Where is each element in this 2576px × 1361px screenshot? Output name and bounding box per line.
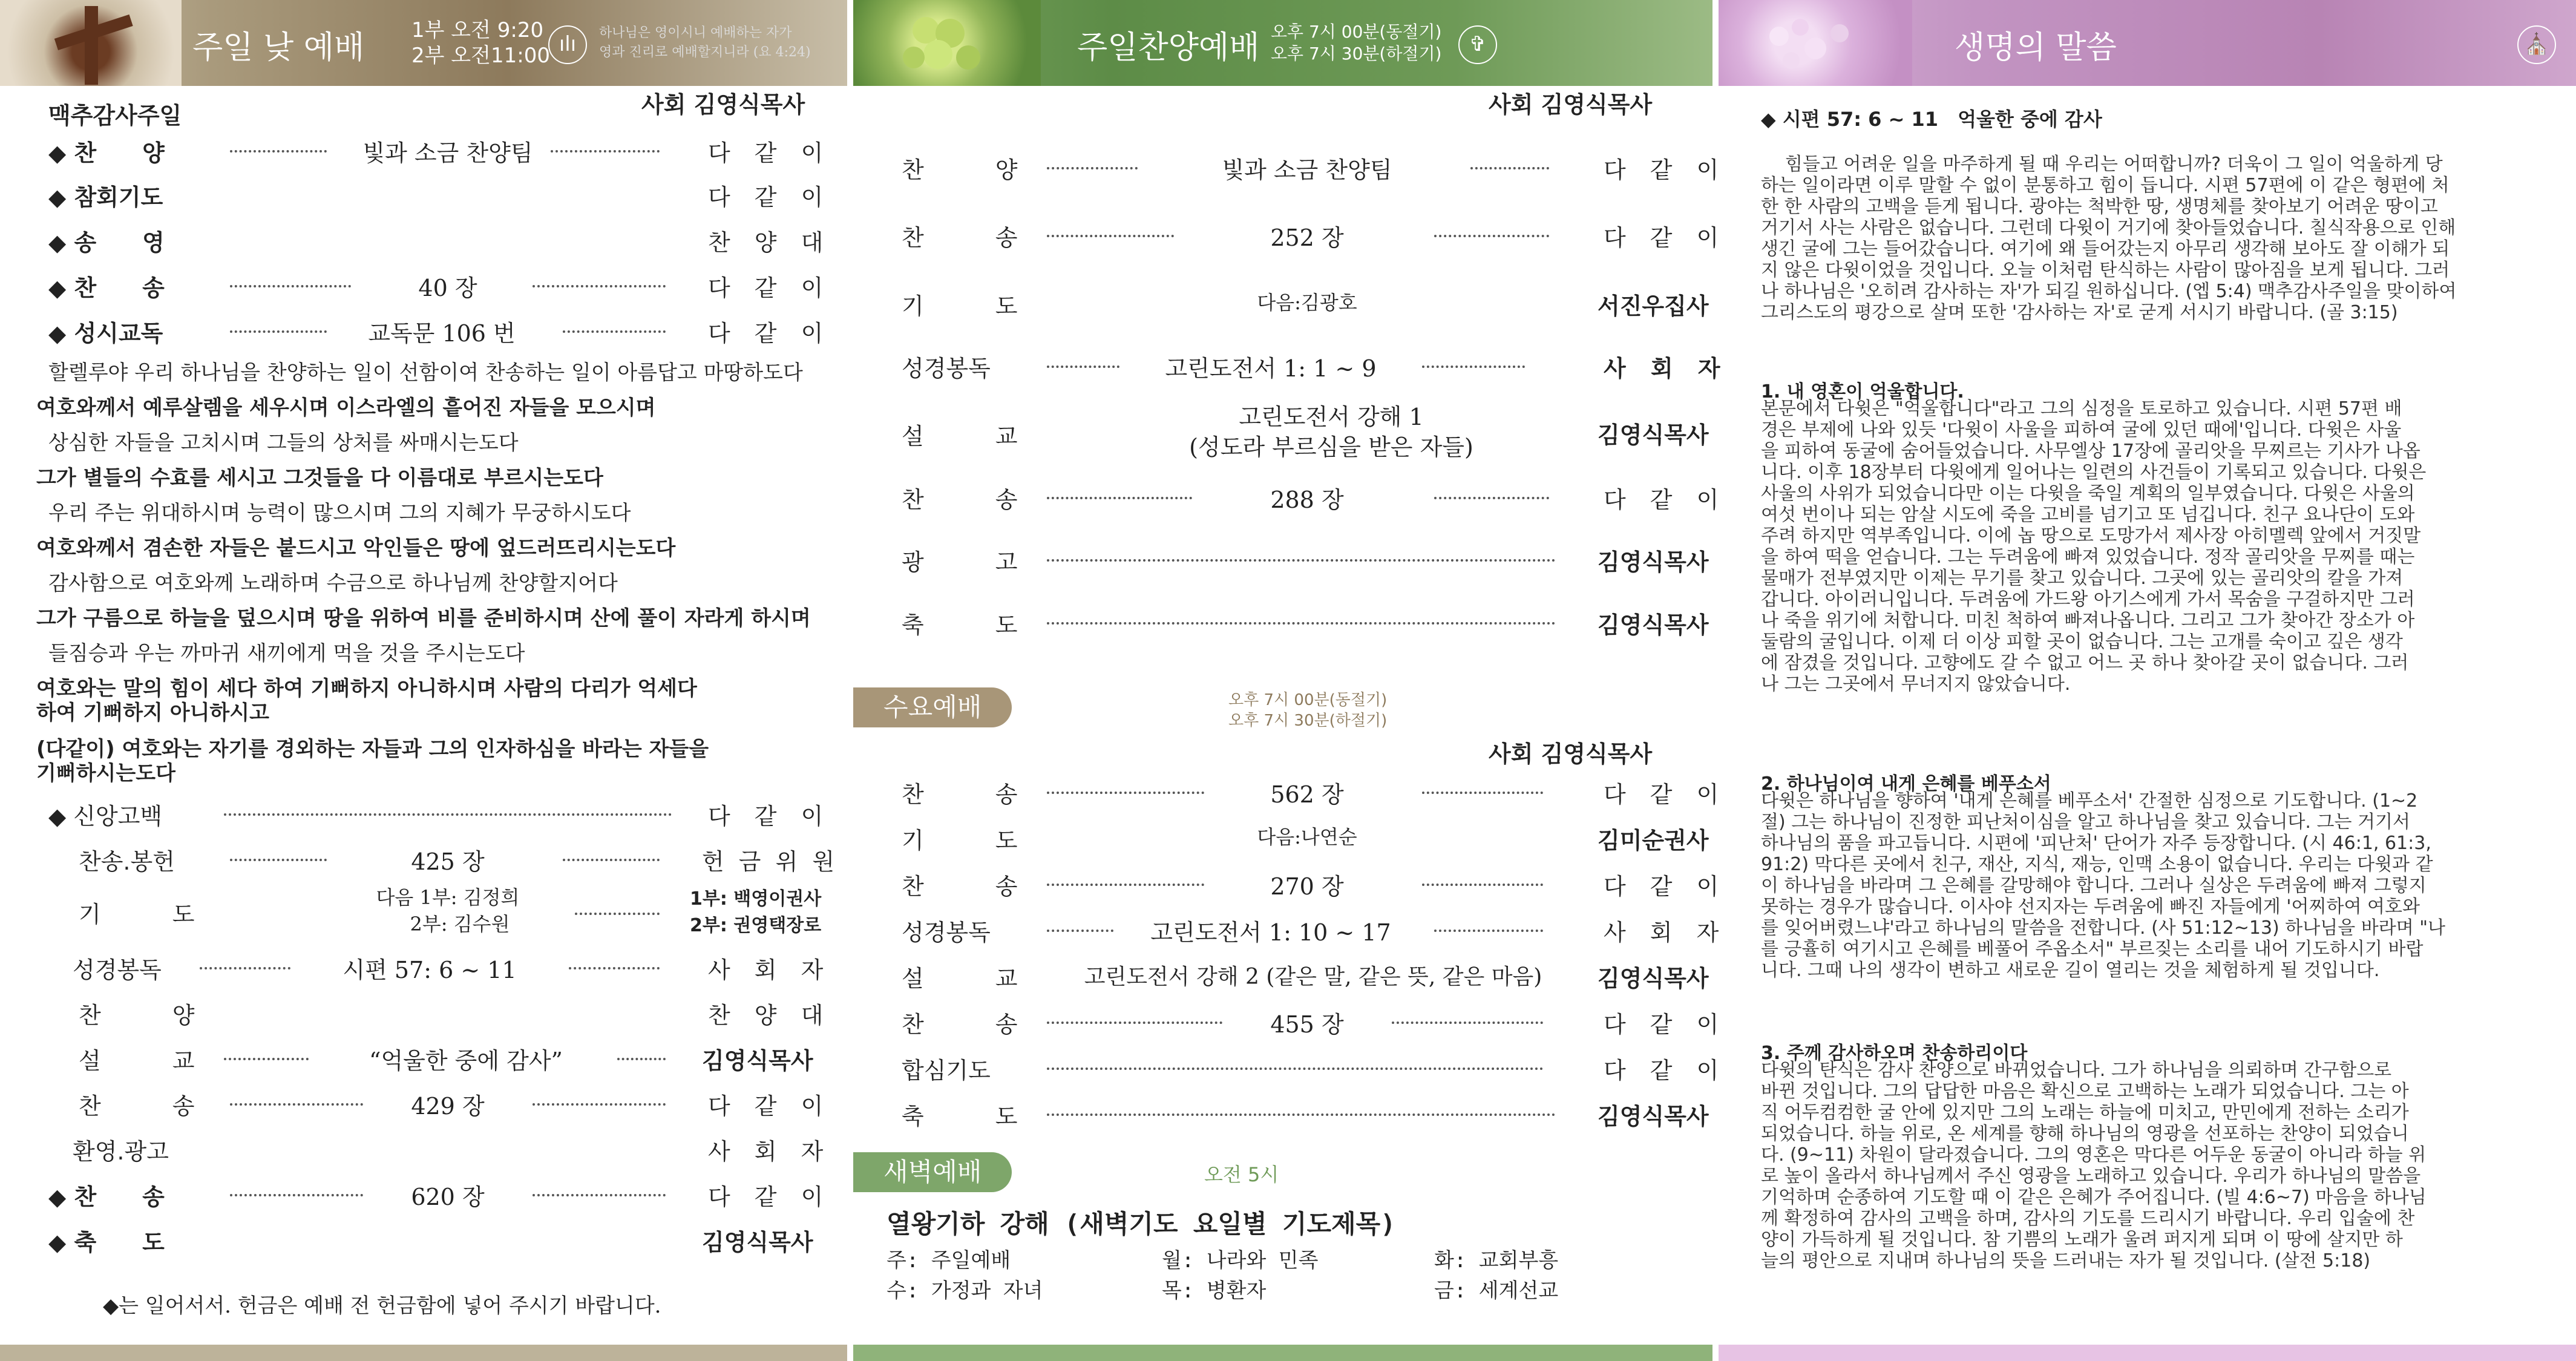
order-leader: 다 같 이 [708, 275, 832, 301]
order-value: 562 장 [1270, 781, 1344, 808]
dot-leader [1434, 235, 1549, 237]
order-label: ◆ 참회기도 [48, 184, 163, 211]
order-value: 고린도전서 강해 2 (같은 말, 같은 뜻, 같은 마음) [1084, 965, 1542, 989]
order-value: 288 장 [1270, 487, 1344, 513]
dot-leader [1047, 1067, 1543, 1070]
order-item [48, 798, 835, 828]
order-value: 다음:나연순 [1257, 825, 1357, 848]
service-theme: 맥추감사주일 [48, 102, 182, 129]
order-item [48, 224, 835, 254]
order-label: 찬 송 [902, 225, 1026, 251]
footnote: ◆는 일어서서. 헌금은 예배 전 헌금함에 넣어 주시기 바랍니다. [103, 1294, 661, 1318]
dot-leader [230, 150, 327, 152]
order-label: ◆ 성시교독 [48, 320, 163, 347]
evening-service-column [853, 0, 1729, 1361]
order-item [902, 398, 1709, 461]
order-label: ◆ 찬 송 [48, 275, 165, 301]
prayer-topic: 월: 나라와 민족 [1162, 1248, 1319, 1273]
order-label: 찬 송 [79, 1093, 203, 1120]
order-leader: 김영식목사 [1598, 965, 1709, 992]
sunday-service-column [0, 0, 847, 1361]
order-label: 성경봉독 [902, 919, 991, 946]
order-leader: 다 같 이 [1604, 225, 1728, 251]
dawn-time: 오전 5시 [1204, 1163, 1279, 1186]
order-label: 찬 양 [79, 1002, 203, 1029]
order-leader: 김영식목사 [1598, 1103, 1709, 1130]
dot-leader [230, 1103, 363, 1106]
presider: 사회 김영식목사 [1489, 741, 1653, 767]
section-body: 본문에서 다윗은 "억울합니다"라고 그의 심정을 토로하고 있습니다. 시편 57편 배 경은 부제에 나와 있듯 '다윗이 사울을 피하여 굴에 있던 때에'입니다. 다윗은 사울 을 피하여 동굴에 숨어들었습니다. 사무엘상 17장에 골리앗을 무찌르는 기사가 나옵 니다. 이후 18장부터 다윗에게 일어나는 일련의 사건들이 기록되고 있습니다. 다윗은 사울의 사위가 되었습니다만 이는 다윗을 죽일 계획의 일부였습니다. 다윗은 사울의 여섯 번이나 되는 암살 시도에 죽을 고비를 넘기고 또 넘깁니다. 친구 요나단이 도와 주려 하지만 역부족입니다. 이에 놉 땅으로 도망가서 제사장 아히멜렉 앞에서 거짓말 을 하여 떡을 얻습니다. 그는 두려움에 빠져 있었습니다. 정작 골리앗을 무찌를 때는 물매가 전부였지만 이제는 무기를 찾고 있습니다. 그곳에 있는 골리앗의 칼을 가져 갑니다. 아이러니입니다. 두려움에 가드왕 아기스에게 가서 목숨을 구걸하지만 그러 나 죽을 위기에 처합니다. 미친 척하여 빠져나옵니다. 그리고 그가 찾아간 장소가 아 둘람의 굴입니다. 이제 더 이상 피할 곳이 없습니다. 그는 고개를 숙이고 깊은 생각 에 잠겼을 것입니다. 고향에도 갈 수 없고 어느 곳 하나 찾아갈 곳이 없습니다. 그러 나 그는 그곳에서 무너지지 않았습니다. [1761, 398, 2427, 695]
dot-leader [533, 285, 666, 287]
dot-leader [1047, 366, 1119, 368]
dot-leader [230, 859, 327, 861]
order-item [902, 1052, 1728, 1084]
order-item [48, 315, 835, 345]
cross-illustration [0, 0, 182, 86]
dot-leader [1434, 930, 1543, 932]
dot-leader [533, 1103, 666, 1106]
order-leader: 1부: 백영이권사 [690, 888, 822, 910]
grapes-photo [853, 0, 1041, 86]
order-leader: 다 같 이 [708, 803, 832, 830]
order-item [902, 151, 1728, 183]
order-value: 620 장 [411, 1184, 485, 1210]
reading-line: 상심한 자들을 고치시며 그들의 상처를 싸매시는도다 [48, 431, 519, 455]
sermon-intro: 힘들고 어려운 일을 마주하게 될 때 우리는 어떠합니까? 더욱이 그 일이 억울하게 당 하는 일이라면 이루 말할 수 없이 분통하고 힘이 듭니다. 시편 57편에 이 같은 형편에 처 한 한 사람의 고백을 듣게 됩니다. 광야는 척박한 땅, 생명체를 찾아보기 어려운 땅이고 거기서 사는 사람은 없습니다. 그런데 다윗이 거기에 찾아들었습니다. 칠식작용으로 인해 생긴 굴에 그는 들어갔습니다. 여기에 왜 들어갔는지 아무리 생각해 보아도 잘 이해가 되 지 않은 다윗이었을 것입니다. 오늘 이처럼 탄식하는 사람이 많아짐을 보게 됩니다. 그러 나 하나님은 '오히려 감사하는 자'가 되길 원하십니다. (엡 5:4) 맥추감사주일을 맞이하여 그리스도의 평강으로 살며 또한 '감사하는 자'로 굳게 서시기 바랍니다. (골 3:15) [1761, 154, 2457, 323]
order-value: 429 장 [411, 1093, 485, 1120]
order-item [48, 1042, 835, 1072]
dot-leader [1434, 497, 1549, 499]
dot-leader [1422, 792, 1543, 794]
order-leader: 김영식목사 [1598, 612, 1709, 638]
order-value: “억울한 중에 감사” [369, 1048, 563, 1074]
dot-leader [1422, 884, 1543, 886]
prayer-topic: 수: 가정과 자녀 [887, 1279, 1043, 1303]
reading-line: 그가 구름으로 하늘을 덮으시며 땅을 위하여 비를 준비하시며 산에 풀이 자라게 하시며 [36, 606, 811, 631]
order-label: 환영.광고 [73, 1138, 169, 1165]
order-item [48, 882, 835, 937]
service-time-2: 2부 오전11:00 [411, 44, 550, 68]
evening-service-banner [853, 0, 1712, 86]
dot-leader [1047, 1022, 1222, 1024]
dot-leader [1047, 884, 1204, 886]
order-value: 252 장 [1270, 225, 1344, 251]
order-label: 기 도 [902, 827, 1026, 854]
order-item [902, 868, 1728, 900]
order-item [48, 951, 835, 982]
order-leader: 다 같 이 [1604, 873, 1728, 900]
dot-leader [224, 1058, 309, 1060]
section-heading: 2. 하나님이여 내게 은혜를 베푸소서 [1761, 773, 2051, 795]
order-value: 시편 57: 6 ~ 11 [342, 957, 517, 983]
order-leader: 다 같 이 [1604, 781, 1728, 808]
dot-leader [551, 150, 660, 152]
prayer-topic: 금: 세계선교 [1434, 1279, 1559, 1303]
sunday-service-banner [0, 0, 847, 86]
chapel-icon: ⛪ [2517, 25, 2556, 64]
order-value: 다음 1부: 김정희 [376, 886, 520, 909]
dot-leader [1047, 559, 1555, 562]
section-heading: 1. 내 영혼이 억울합니다. [1761, 381, 1964, 402]
order-item [902, 287, 1709, 320]
order-leader: 다 같 이 [708, 1093, 832, 1120]
order-label: ◆ 신앙고백 [48, 803, 163, 830]
reading-line: 하여 기뻐하지 아니하시고 [36, 701, 269, 725]
order-leader: 찬 양 대 [708, 229, 832, 256]
candles-icon: ılı [548, 25, 587, 64]
dot-leader [1392, 1022, 1543, 1024]
banner-title: 주일 낮 예배 [192, 30, 365, 66]
dot-leader [1470, 167, 1549, 169]
order-leader: 다 같 이 [1604, 1057, 1728, 1084]
order-item [902, 822, 1709, 854]
dot-leader [1047, 167, 1138, 169]
presider: 사회 김영식목사 [641, 91, 805, 118]
dot-leader [1047, 930, 1113, 932]
order-value: 다음:김광호 [1257, 291, 1357, 314]
order-value: 빛과 소금 찬양팀 [362, 140, 533, 166]
order-label: 찬 송 [902, 781, 1026, 808]
wednesday-service-tab: 수요예배 [853, 687, 1012, 727]
dot-leader [230, 1194, 363, 1196]
reading-line: 할렐루야 우리 하나님을 찬양하는 일이 선함이여 찬송하는 일이 아름답고 마땅하도다 [48, 361, 803, 385]
prayer-topic: 목: 병환자 [1162, 1279, 1267, 1303]
order-label: 설 교 [79, 1048, 203, 1074]
order-item [48, 269, 835, 300]
grapes-illustration [853, 0, 1041, 86]
bottom-band [1719, 1345, 2576, 1361]
order-value: 고린도전서 강해 1 [1239, 404, 1424, 430]
order-label: 축 도 [902, 1103, 1026, 1130]
service-time-1: 1부 오전 9:20 [411, 18, 544, 42]
order-label: 찬 양 [902, 157, 1026, 183]
order-item [902, 543, 1709, 576]
reading-line: 감사함으로 여호와께 노래하며 수금으로 하나님께 찬양할지어다 [48, 571, 618, 595]
order-leader: 김영식목사 [702, 1229, 813, 1256]
order-leader: 2부: 권영택장로 [690, 915, 822, 936]
dot-leader [569, 967, 660, 969]
dot-leader [575, 913, 660, 915]
order-label: 설 교 [902, 423, 1026, 450]
order-value: (성도라 부르심을 받은 자들) [1189, 434, 1473, 461]
reading-line: (다같이) 여호와는 자기를 경외하는 자들과 그의 인자하심을 바라는 자들을 [36, 737, 709, 761]
dot-leader [200, 967, 290, 969]
order-label: 합심기도 [902, 1057, 991, 1084]
order-leader: 다 같 이 [1604, 1011, 1728, 1038]
order-leader: 헌 금 위 원 [702, 848, 839, 875]
order-item [48, 843, 839, 875]
order-item [48, 179, 835, 209]
order-value: 40 장 [418, 275, 477, 301]
scripture-reference: ◆ 시편 57: 6 ~ 11 억울한 중에 감사 [1761, 108, 2102, 131]
service-time-2: 오후 7시 30분(하절기) [1271, 44, 1442, 64]
dawn-heading: 열왕기하 강해 (새벽기도 요일별 기도제목) [887, 1209, 1396, 1239]
section-heading: 3. 주께 감사하오며 찬송하리이다 [1761, 1043, 2028, 1064]
order-leader: 김영식목사 [1598, 549, 1709, 576]
order-leader: 사 회 자 [708, 957, 832, 983]
order-label: 기 도 [902, 293, 1026, 320]
bottom-band [0, 1345, 847, 1361]
order-label: 찬 송 [902, 487, 1026, 513]
order-label: 찬 송 [902, 873, 1026, 900]
order-label: ◆ 축 도 [48, 1229, 165, 1256]
presider: 사회 김영식목사 [1489, 91, 1653, 118]
dot-leader [1422, 366, 1525, 368]
order-label: 설 교 [902, 965, 1026, 992]
order-label: ◆ 찬 송 [48, 1184, 165, 1210]
order-value: 455 장 [1270, 1011, 1344, 1038]
banner-verse-1: 하나님은 영이시니 예배하는 자가 [599, 25, 792, 41]
order-leader: 다 같 이 [1604, 487, 1728, 513]
banner-title: 생명의 말씀 [1955, 30, 2117, 66]
order-value: 270 장 [1270, 873, 1344, 900]
order-item [48, 997, 835, 1027]
order-leader: 사 회 자 [708, 1138, 832, 1165]
sermon-banner [1719, 0, 2576, 86]
reading-line: 여호와는 말의 힘이 세다 하여 기뻐하지 아니하시며 사람의 다리가 억세다 [36, 677, 697, 701]
order-leader: 서진우집사 [1598, 293, 1709, 320]
reading-line: 여호와께서 예루살렘을 세우시며 이스라엘의 흩어진 자들을 모으시며 [36, 396, 656, 420]
order-leader: 사 회 자 [1604, 919, 1728, 946]
order-leader: 다 같 이 [708, 140, 832, 166]
prayer-topic: 주: 주일예배 [887, 1248, 1011, 1273]
dot-leader [1047, 1113, 1555, 1116]
order-label: 기 도 [79, 901, 203, 928]
reading-line: 들짐승과 우는 까마귀 새끼에게 먹을 것을 주시는도다 [48, 641, 525, 666]
dot-leader [1047, 235, 1174, 237]
lilac-photo [1719, 0, 1912, 86]
dawn-service-tab: 새벽예배 [853, 1152, 1012, 1192]
order-label: ◆ 송 영 [48, 229, 165, 256]
leaf-cross-icon: ✞ [1458, 25, 1497, 64]
banner-verse-2: 영과 진리로 예배할지니라 (요 4:24) [599, 45, 811, 60]
order-item [48, 1178, 835, 1209]
order-leader: 다 같 이 [708, 1184, 832, 1210]
order-value: 2부: 김수원 [410, 913, 510, 936]
order-leader: 김미순권사 [1598, 827, 1709, 854]
order-label: 찬 송 [902, 1011, 1026, 1038]
dot-leader [224, 813, 672, 816]
order-item [902, 960, 1709, 992]
dot-leader [617, 1058, 666, 1060]
dot-leader [1047, 497, 1192, 499]
order-item [48, 1224, 835, 1254]
bottom-band [853, 1345, 1712, 1361]
section-body: 다윗의 탄식은 감사 찬양으로 바뀌었습니다. 그가 하나님을 의뢰하며 간구함으로 바뀐 것입니다. 그의 답답한 마음은 확신으로 고백하는 노래가 되었습니다. 그는 아 직 어두컴컴한 굴 안에 있지만 그의 노래는 하늘에 미치고, 만민에게 전하는 소리가 되었습니다. 하늘 위로, 온 세계를 향해 하나님의 영광을 선포하는 찬양이 되었습니 다. (9~11) 차원이 달라졌습니다. 그의 영혼은 막다른 어두운 동굴이 아니라 하늘 위 로 높이 올라서 하나님께서 주신 영광을 노래하고 있습니다. 우리가 하나님의 말씀을 기억하며 순종하여 기도할 때 이 같은 은혜가 주어집니다. (빌 4:6~7) 마음을 하나님 께 확정하여 감사의 고백을 하며, 감사의 기도를 드리시기 바랍니다. 우리 입술에 찬 양이 가득하게 될 것입니다. 참 기쁨의 노래가 울려 퍼지게 되며 이 땅에 살지만 하 늘의 평안으로 지내며 하나님의 뜻을 드러내는 자가 될 것입니다. (살전 5:18) [1761, 1060, 2427, 1271]
section-body: 다윗은 하나님을 향하여 '내게 은혜를 베푸소서' 간절한 심정으로 기도합니다. (1~2 절) 그는 하나님이 진정한 피난처이심을 알고 하나님을 찾고 있습니다. 그는 거기서 하나님의 품을 파고듭니다. 시편에 '피난처' 단어가 자주 등장합니다. (시 46:1, 61:3, 91:2) 막다른 곳에서 친구, 재산, 지식, 재능, 인맥 소용이 없습니다. 우리는 다윗과 같 이 하나님을 바라며 그 은혜를 갈망해야 합니다. 그러나 실상은 두려움에 빠져 그렇지 못하는 경우가 많습니다. 이사야 선지자는 두려움에 빠진 자들에게 '어찌하여 여호와 를 잊어버렸느냐'라고 하나님의 말씀을 전합니다. (사 51:12~13) 하나님을 바라며 "나 를 긍휼히 여기시고 은혜를 베풀어 주옵소서" 부르짖는 소리를 내어 기도하시기 바랍 니다. 그때 나의 생각이 변하고 새로운 길이 열리는 것을 체험하게 될 것입니다. [1761, 790, 2446, 981]
dot-leader [230, 330, 327, 333]
order-item [48, 134, 835, 165]
order-value: 교독문 106 번 [368, 320, 516, 347]
order-label: 성경봉독 [902, 355, 991, 382]
order-item [48, 1087, 835, 1118]
wednesday-time-1: 오후 7시 00분(동절기) [1228, 691, 1388, 709]
order-item [902, 1098, 1709, 1130]
dot-leader [1047, 792, 1204, 794]
order-item [902, 914, 1728, 946]
order-value: 고린도전서 1: 1 ~ 9 [1165, 355, 1377, 382]
lilac-illustration [1719, 0, 1912, 86]
order-item [902, 606, 1709, 638]
order-item [902, 1006, 1728, 1038]
banner-title: 주일찬양예배 [1077, 30, 1260, 66]
order-leader: 김영식목사 [702, 1048, 813, 1074]
order-leader: 다 같 이 [708, 320, 832, 347]
order-item [902, 350, 1729, 382]
dot-leader [533, 1194, 666, 1196]
order-item [902, 219, 1728, 251]
order-label: 광 고 [902, 549, 1026, 576]
order-leader: 다 같 이 [708, 184, 832, 211]
order-item [48, 1133, 835, 1163]
prayer-topic: 화: 교회부흥 [1434, 1248, 1559, 1273]
cross-wood-photo [0, 0, 182, 86]
order-leader: 사 회 자 [1604, 355, 1729, 382]
sermon-column [1719, 0, 2576, 1361]
reading-line: 그가 별들의 수효를 세시고 그것들을 다 이름대로 부르시는도다 [36, 466, 603, 490]
order-value: 빛과 소금 찬양팀 [1222, 157, 1392, 183]
reading-line: 기뻐하시는도다 [36, 761, 175, 785]
order-label: 성경봉독 [73, 957, 162, 983]
order-value: 고린도전서 1: 10 ~ 17 [1150, 919, 1391, 946]
order-leader: 다 같 이 [1604, 157, 1728, 183]
dot-leader [563, 330, 666, 333]
order-label: 축 도 [902, 612, 1026, 638]
order-label: ◆ 찬 양 [48, 140, 165, 166]
reading-line: 여호와께서 겸손한 자들은 붙드시고 악인들은 땅에 엎드러뜨리시는도다 [36, 536, 676, 560]
order-value: 425 장 [411, 848, 485, 875]
order-label: 찬송.봉헌 [79, 848, 175, 875]
order-item [902, 776, 1728, 808]
wednesday-time-2: 오후 7시 30분(하절기) [1228, 712, 1388, 730]
order-item [902, 481, 1728, 513]
dot-leader [1047, 622, 1555, 625]
dot-leader [563, 859, 660, 861]
service-time-1: 오후 7시 00분(동절기) [1271, 22, 1442, 42]
order-leader: 찬 양 대 [708, 1002, 832, 1029]
reading-line: 우리 주는 위대하시며 능력이 많으시며 그의 지혜가 무궁하시도다 [48, 501, 631, 525]
order-leader: 김영식목사 [1598, 422, 1709, 448]
dot-leader [230, 285, 351, 287]
